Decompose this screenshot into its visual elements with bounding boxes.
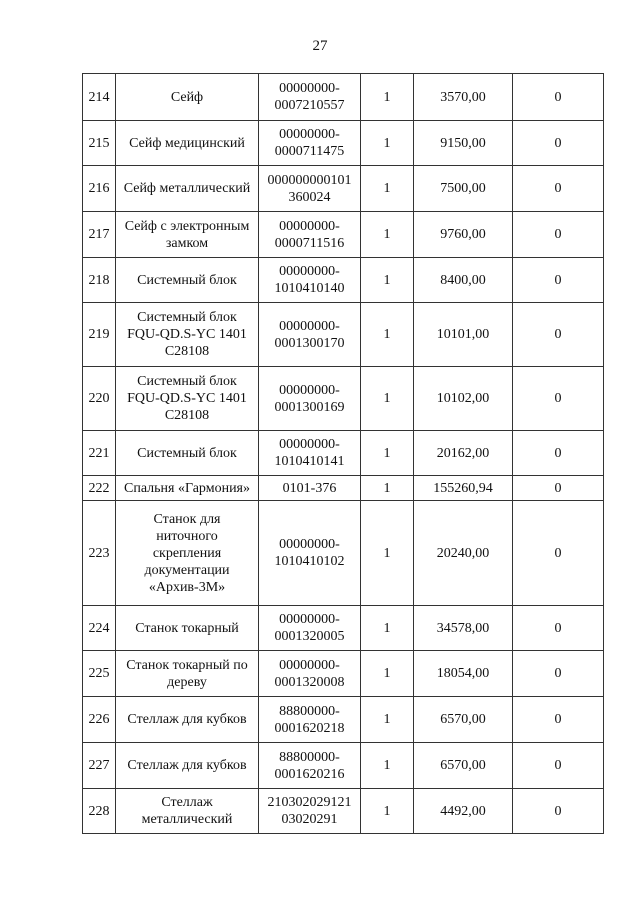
- price-cell: 10102,00: [414, 367, 513, 431]
- value-cell: 0: [513, 74, 604, 121]
- inventory-number-cell: 00000000- 1010410102: [259, 501, 361, 606]
- item-name-cell: Сейф медицинский: [116, 121, 259, 166]
- inventory-table: [82, 73, 604, 834]
- inventory-number-cell: 88800000- 0001620216: [259, 743, 361, 789]
- value-cell: 0: [513, 431, 604, 476]
- item-name-cell: Стеллаж для кубков: [116, 743, 259, 789]
- price-cell: 6570,00: [414, 743, 513, 789]
- value-cell: 0: [513, 212, 604, 258]
- item-name-cell: Станок токарный: [116, 606, 259, 651]
- inventory-number-cell: 00000000- 0000711516: [259, 212, 361, 258]
- row-number-cell: 225: [83, 651, 116, 697]
- quantity-cell: 1: [361, 367, 414, 431]
- inventory-number-cell: 00000000- 0001300170: [259, 303, 361, 367]
- table-row: [83, 651, 604, 697]
- table-row: [83, 166, 604, 212]
- quantity-cell: 1: [361, 121, 414, 166]
- price-cell: 6570,00: [414, 697, 513, 743]
- inventory-number-cell: 210302029121 03020291: [259, 789, 361, 834]
- quantity-cell: 1: [361, 74, 414, 121]
- item-name-cell: Системный блок: [116, 431, 259, 476]
- table-row: [83, 367, 604, 431]
- item-name-cell: Станок токарный по дереву: [116, 651, 259, 697]
- row-number-cell: 227: [83, 743, 116, 789]
- row-number-cell: 215: [83, 121, 116, 166]
- table-row: [83, 743, 604, 789]
- price-cell: 7500,00: [414, 166, 513, 212]
- value-cell: 0: [513, 789, 604, 834]
- table-row: [83, 501, 604, 606]
- value-cell: 0: [513, 697, 604, 743]
- quantity-cell: 1: [361, 789, 414, 834]
- row-number-cell: 224: [83, 606, 116, 651]
- price-cell: 10101,00: [414, 303, 513, 367]
- price-cell: 155260,94: [414, 476, 513, 501]
- item-name-cell: Стеллаж для кубков: [116, 697, 259, 743]
- quantity-cell: 1: [361, 651, 414, 697]
- row-number-cell: 223: [83, 501, 116, 606]
- item-name-cell: Стеллаж металлический: [116, 789, 259, 834]
- item-name-cell: Сейф металлический: [116, 166, 259, 212]
- value-cell: 0: [513, 501, 604, 606]
- price-cell: 34578,00: [414, 606, 513, 651]
- row-number-cell: 219: [83, 303, 116, 367]
- quantity-cell: 1: [361, 501, 414, 606]
- row-number-cell: 222: [83, 476, 116, 501]
- value-cell: 0: [513, 651, 604, 697]
- table-row: [83, 303, 604, 367]
- inventory-number-cell: 00000000- 0001320005: [259, 606, 361, 651]
- inventory-number-cell: 00000000- 1010410141: [259, 431, 361, 476]
- row-number-cell: 228: [83, 789, 116, 834]
- table-row: [83, 606, 604, 651]
- row-number-cell: 221: [83, 431, 116, 476]
- row-number-cell: 214: [83, 74, 116, 121]
- inventory-number-cell: 00000000- 1010410140: [259, 258, 361, 303]
- table-row: [83, 121, 604, 166]
- quantity-cell: 1: [361, 697, 414, 743]
- price-cell: 18054,00: [414, 651, 513, 697]
- quantity-cell: 1: [361, 258, 414, 303]
- table-row: [83, 212, 604, 258]
- item-name-cell: Спальня «Гармония»: [116, 476, 259, 501]
- value-cell: 0: [513, 121, 604, 166]
- inventory-number-cell: 00000000- 0007210557: [259, 74, 361, 121]
- value-cell: 0: [513, 303, 604, 367]
- table-row: [83, 697, 604, 743]
- row-number-cell: 217: [83, 212, 116, 258]
- quantity-cell: 1: [361, 303, 414, 367]
- row-number-cell: 226: [83, 697, 116, 743]
- inventory-number-cell: 00000000- 0000711475: [259, 121, 361, 166]
- table-row: [83, 789, 604, 834]
- item-name-cell: Сейф с электронным замком: [116, 212, 259, 258]
- row-number-cell: 218: [83, 258, 116, 303]
- price-cell: 20240,00: [414, 501, 513, 606]
- price-cell: 8400,00: [414, 258, 513, 303]
- value-cell: 0: [513, 258, 604, 303]
- value-cell: 0: [513, 476, 604, 501]
- item-name-cell: Системный блок FQU-QD.S-YC 1401 C28108: [116, 367, 259, 431]
- inventory-number-cell: 88800000- 0001620218: [259, 697, 361, 743]
- row-number-cell: 216: [83, 166, 116, 212]
- quantity-cell: 1: [361, 166, 414, 212]
- price-cell: 9760,00: [414, 212, 513, 258]
- price-cell: 9150,00: [414, 121, 513, 166]
- price-cell: 20162,00: [414, 431, 513, 476]
- quantity-cell: 1: [361, 212, 414, 258]
- quantity-cell: 1: [361, 743, 414, 789]
- price-cell: 3570,00: [414, 74, 513, 121]
- inventory-number-cell: 000000000101 360024: [259, 166, 361, 212]
- inventory-number-cell: 00000000- 0001300169: [259, 367, 361, 431]
- inventory-number-cell: 0101-376: [259, 476, 361, 501]
- value-cell: 0: [513, 606, 604, 651]
- table-row: [83, 431, 604, 476]
- table-row: [83, 74, 604, 121]
- value-cell: 0: [513, 367, 604, 431]
- price-cell: 4492,00: [414, 789, 513, 834]
- item-name-cell: Сейф: [116, 74, 259, 121]
- quantity-cell: 1: [361, 606, 414, 651]
- page-number: 27: [312, 38, 328, 54]
- table-row: [83, 258, 604, 303]
- item-name-cell: Системный блок FQU-QD.S-YC 1401 C28108: [116, 303, 259, 367]
- value-cell: 0: [513, 166, 604, 212]
- quantity-cell: 1: [361, 431, 414, 476]
- row-number-cell: 220: [83, 367, 116, 431]
- item-name-cell: Системный блок: [116, 258, 259, 303]
- inventory-number-cell: 00000000- 0001320008: [259, 651, 361, 697]
- table-row: [83, 476, 604, 501]
- item-name-cell: Станок для ниточного скрепления документации «Архив-3М»: [116, 501, 259, 606]
- value-cell: 0: [513, 743, 604, 789]
- quantity-cell: 1: [361, 476, 414, 501]
